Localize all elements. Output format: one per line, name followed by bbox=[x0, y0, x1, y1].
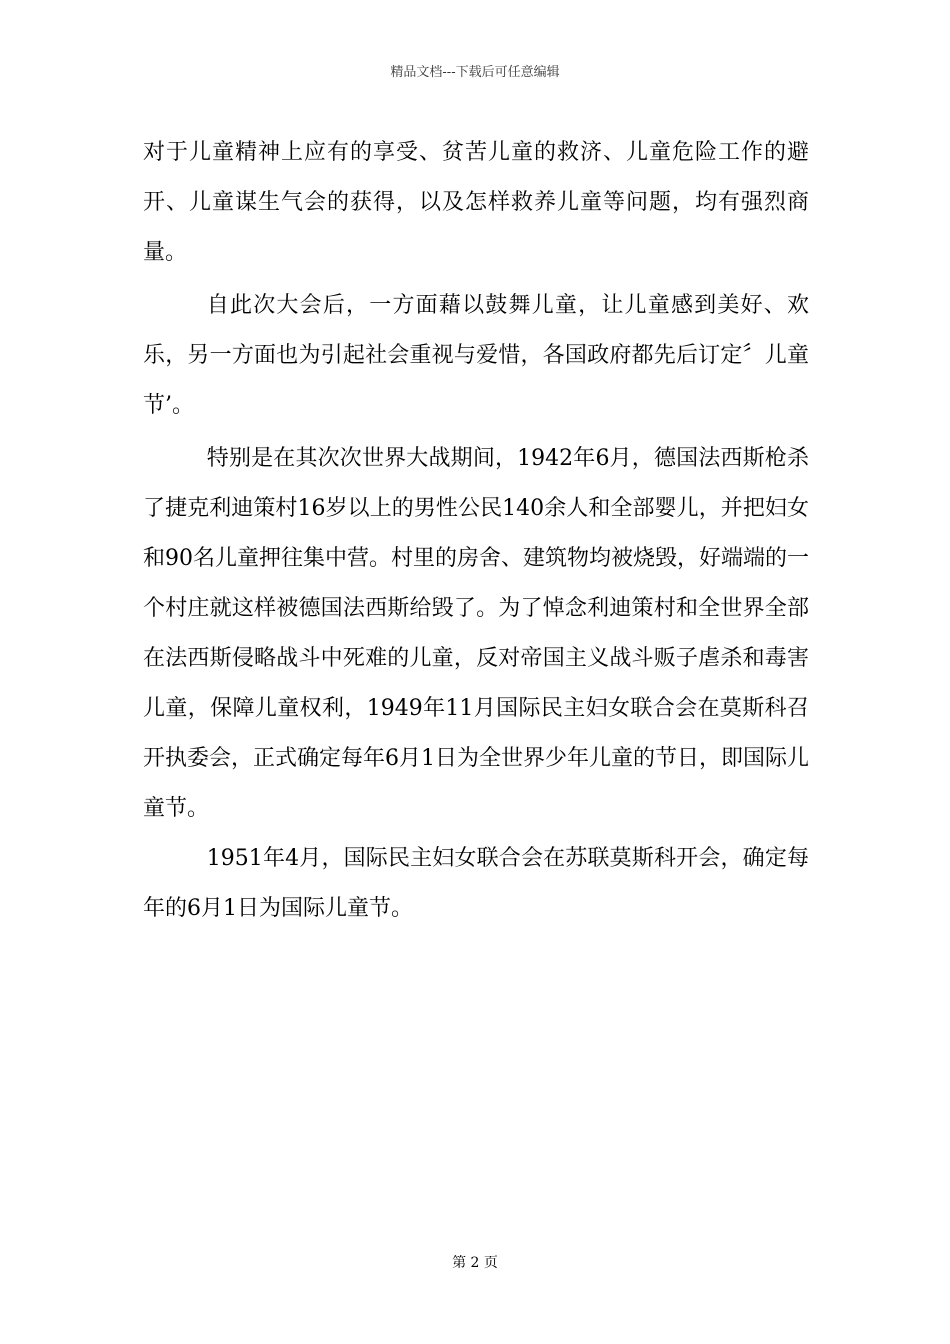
page-header: 精品文档---下载后可任意编辑 bbox=[390, 65, 560, 80]
paragraph-continuation: 对于儿童精神上应有的享受、贫苦儿童的救济、儿童危险工作的避开、儿童谋生气会的获得，以及怎样救养儿童等问题，均有强烈商量。 bbox=[143, 140, 809, 265]
page-number: 第 2 页 bbox=[452, 1255, 498, 1271]
paragraph-1951-meeting: 1951年4月，国际民主妇女联合会在苏联莫斯科开会，确定每年的6月1日为国际儿童节。 bbox=[143, 846, 809, 921]
document-body bbox=[143, 128, 809, 934]
paragraph-lidice-history: 特别是在其次次世界大战期间，1942年6月，德国法西斯枪杀了捷克利迪策村16岁以上的男性公民140余人和全部婴儿，并把妇女和90名儿童押往集中营。村里的房舍、建筑物均被烧毁，好端端的一个村庄就这样被德国法西斯给毁了。为了悼念利迪策村和全世界全部在法西斯侵略战斗中死难的儿童，反对帝国主义战斗贩子虐杀和毒害儿童，保障儿童权利，1949年11月国际民主妇女联合会在莫斯科召开执委会，正式确定每年6月1日为全世界少年儿童的节日，即国际儿童节。 bbox=[143, 446, 809, 821]
paragraph-childrens-day-origin: 自此次大会后，一方面藉以鼓舞儿童，让儿童感到美好、欢乐，另一方面也为引起社会重视与爱惜，各国政府都先后订定〞儿童节’。 bbox=[143, 293, 809, 418]
